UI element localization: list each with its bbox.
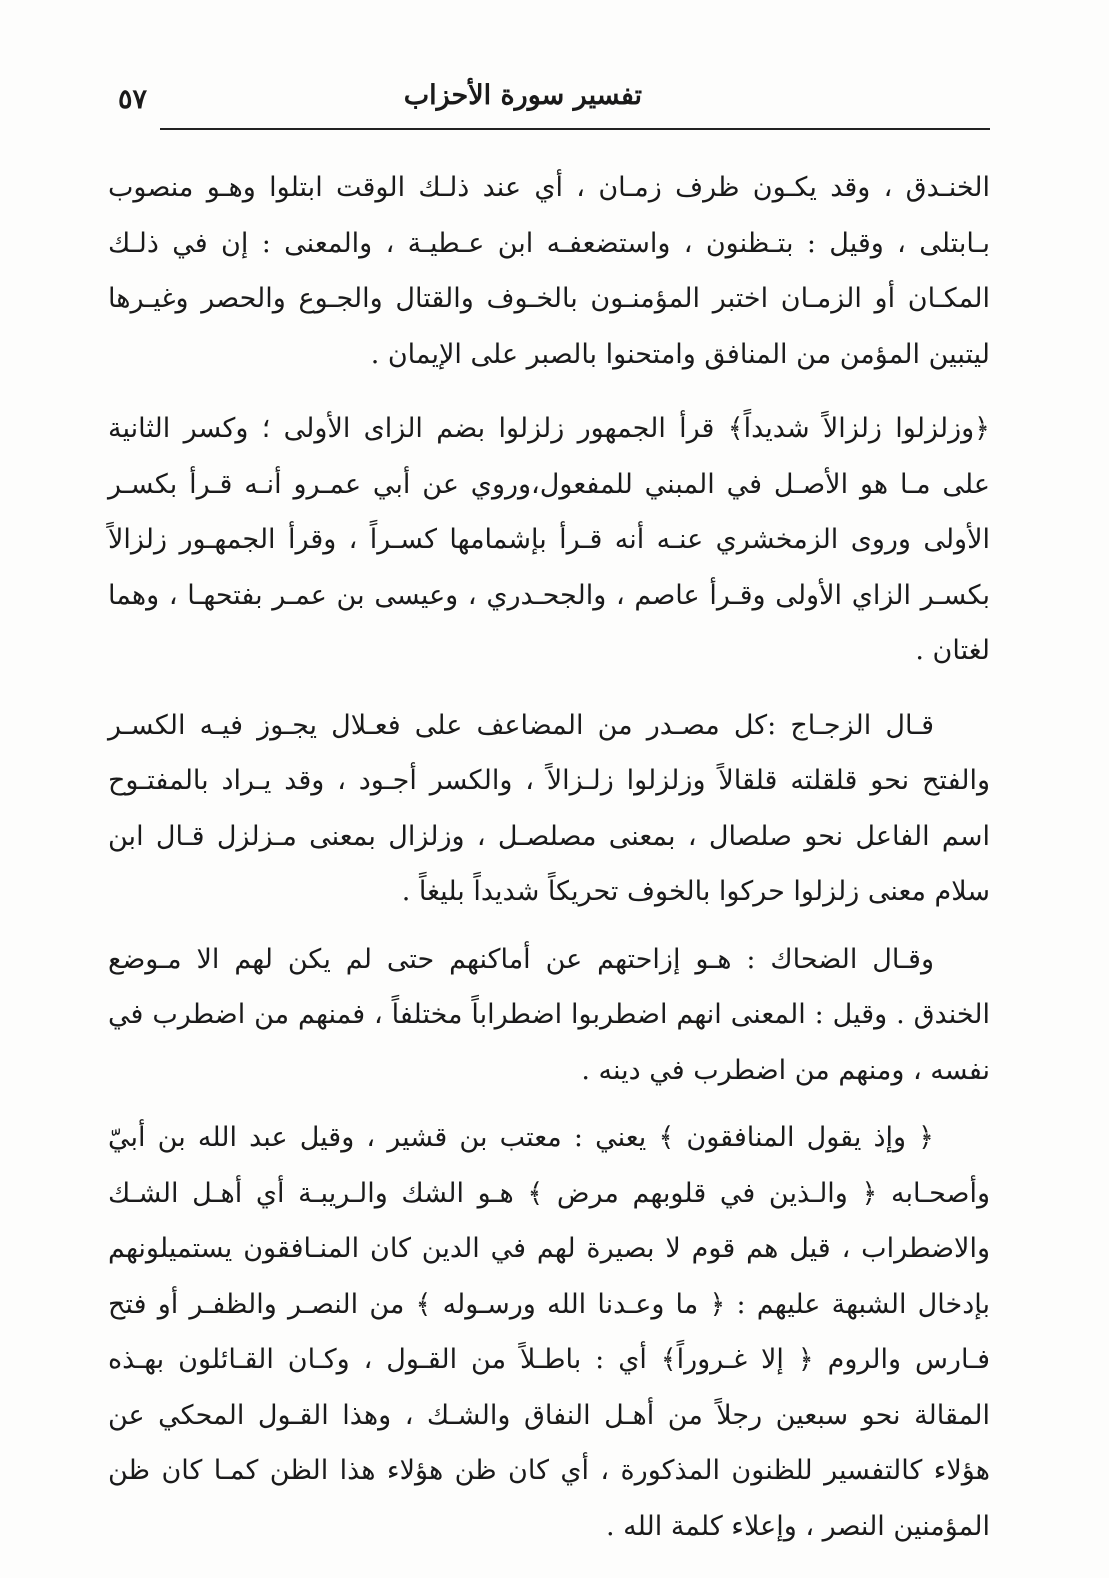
paragraph-2: ﴿وزلزلوا زلزالاً شديداً﴾ قرأ الجمهور زلزلوا بضم الزاى الأولى ؛ وكسر الثانية على مـا هو الأصـل في المبني للمفعول،وروي عن أبي عمـرو أنـه قـرأ بكسـر الأولى وروى الزمخشري عنـه أنه قـرأ بإشمامها كسـراً ، وقرأ الجمهـور زلزالاً بكسـر الزاي الأولى وقـرأ عاصم ، والجحـدري ، وعيسى بن عمـر بفتحهـا ، وهما لغتان . — [108, 413, 990, 666]
running-title: تفسير سورة الأحزاب — [403, 80, 642, 111]
paragraph-3: قـال الزجـاج :كل مصـدر من المضاعف على فعـلال يجـوز فيـه الكسـر والفتح نحو قلقلته قلقالاً وزلزلوا زلـزالاً ، والكسر أجـود ، وقد يـراد بالمفتـوح اسم الفاعل نحو صلصال ، بمعنى مصلصـل ، وزلزال بمعنى مـزلزل قـال ابن سلام معنى زلزلوا حركوا بالخوف تحريكاً شديداً بليغاً . — [108, 709, 990, 907]
page-number: ٥٧ — [118, 84, 148, 115]
paragraph-4: وقـال الضحاك : هـو إزاحتهم عن أماكنهم حتى لم يكن لهم الا مـوضع الخندق . وقيل : المعنى انهم اضطربوا اضطراباً مختلفاً ، فمنهم من اضطرب في نفسه ، ومنهم من اضطرب في دينه . — [108, 943, 990, 1086]
body-text — [108, 160, 990, 1554]
header-rule — [160, 128, 990, 130]
paragraph-5: ﴿ وإذ يقول المنافقون ﴾ يعني : معتب بن قشير ، وقيل عبد الله بن أبيّ وأصحـابه ﴿ والـذين في قلوبهم مرض ﴾ هـو الشك والـريبـة أي أهـل الشـك والاضطراب ، قيل هم قوم لا بصيرة لهم في الدين كان المنـافقون يستميلونهم بإدخال الشبهة عليهم : ﴿ ما وعـدنا الله ورسـوله ﴾ من النصـر والظفـر أو فتح فـارس والروم ﴿ إلا غـروراً﴾ أي : باطـلاً من القـول ، وكـان القـائلون بهـذه المقالة نحو سبعين رجلاً من أهـل النفاق والشـك ، وهذا القـول المحكي عن هؤلاء كالتفسير للظنون المذكورة ، أي كان ظن هؤلاء هذا الظن كمـا كان ظن المؤمنين النصر ، وإعلاء كلمة الله . — [108, 1122, 990, 1542]
page-header — [118, 78, 990, 128]
paragraph-1: الخنـدق ، وقد يكـون ظرف زمـان ، أي عند ذلـك الوقت ابتلوا وهـو منصوب بـابتلى ، وقيل : بتـظنون ، واستضعفـه ابن عـطيـة ، والمعنى : إن في ذلـك المكـان أو الزمـان اختبر المؤمنـون بالخـوف والقتال والجـوع والحصر وغيـرها ليتبين المؤمن من المنافق وامتحنوا بالصبر على الإيمان . — [108, 172, 990, 370]
